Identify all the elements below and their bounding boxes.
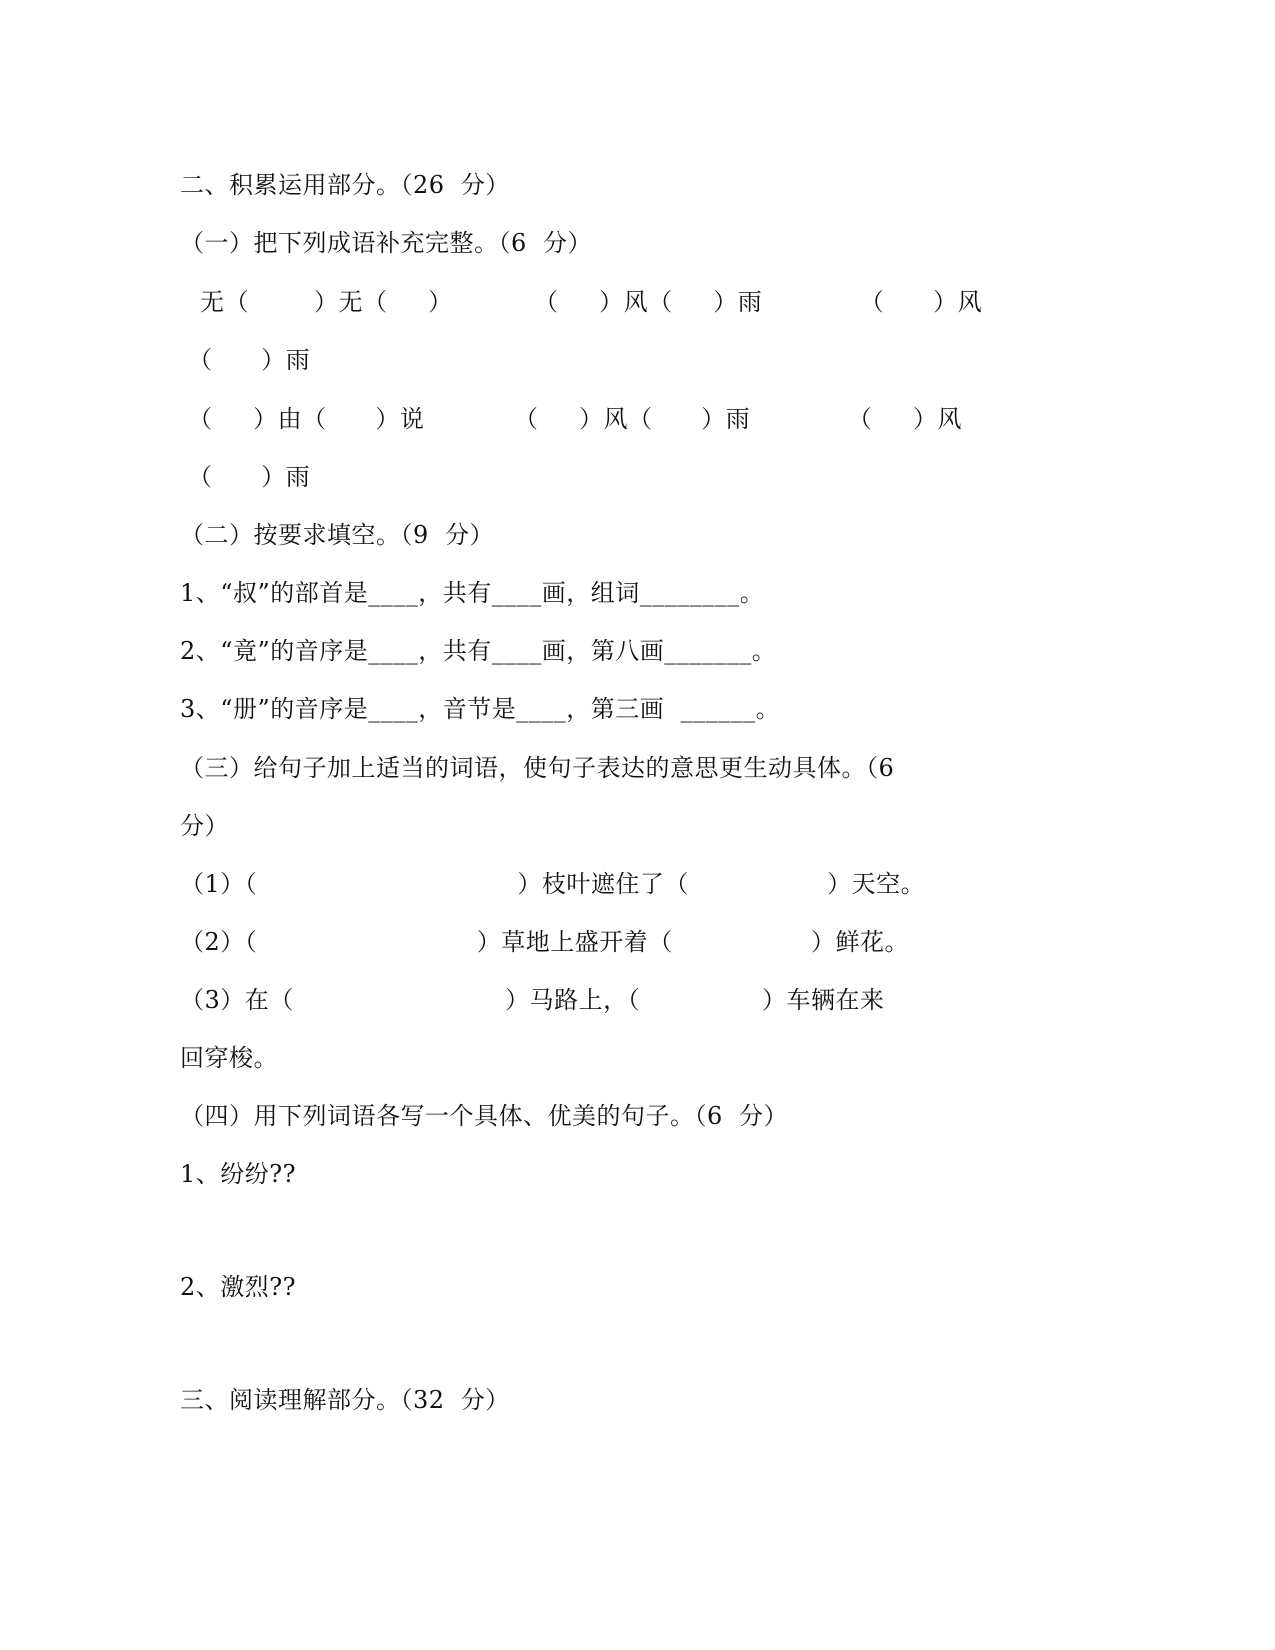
section-3-title: 三、阅读理解部分。（32 分） xyxy=(180,1386,510,1414)
write-sentence-question-1: 1、纷纷?? xyxy=(180,1160,297,1188)
idiom-row-2: （ ）由（ ）说 （ ）风（ ）雨 （ ）风 xyxy=(188,405,962,433)
sentence-question-3-continued: 回穿梭。 xyxy=(180,1044,278,1072)
part-4-title: （四）用下列词语各写一个具体、优美的句子。（6 分） xyxy=(180,1102,789,1130)
idiom-row-1: 无（ ）无（ ） （ ）风（ ）雨 （ ）风 xyxy=(200,288,983,316)
fill-blank-question-3: 3、“册”的音序是____，音节是____，第三画 ______。 xyxy=(180,695,781,723)
write-sentence-question-2: 2、激烈?? xyxy=(180,1273,297,1301)
fill-blank-question-2: 2、“竟”的音序是____，共有____画，第八画_______。 xyxy=(180,637,777,665)
part-2-title: （二）按要求填空。（9 分） xyxy=(180,521,495,549)
fill-blank-question-1: 1、“叔”的部首是____，共有____画，组词________。 xyxy=(180,579,765,607)
sentence-question-3: （3）在（ ）马路上，（ ）车辆在来 xyxy=(180,986,885,1014)
idiom-row-1-continued: （ ）雨 xyxy=(188,346,311,374)
sentence-question-1: （1）（ ）枝叶遮住了（ ）天空。 xyxy=(180,870,926,898)
part-1-title: （一）把下列成语补充完整。（6 分） xyxy=(180,229,593,257)
sentence-question-2: （2）（ ）草地上盛开着（ ）鲜花。 xyxy=(180,928,909,956)
section-2-title: 二、积累运用部分。（26 分） xyxy=(180,171,510,199)
part-3-title: （三）给句子加上适当的词语，使句子表达的意思更生动具体。（6 xyxy=(180,754,895,782)
idiom-row-2-continued: （ ）雨 xyxy=(188,463,311,491)
part-3-title-continued: 分） xyxy=(180,812,229,840)
